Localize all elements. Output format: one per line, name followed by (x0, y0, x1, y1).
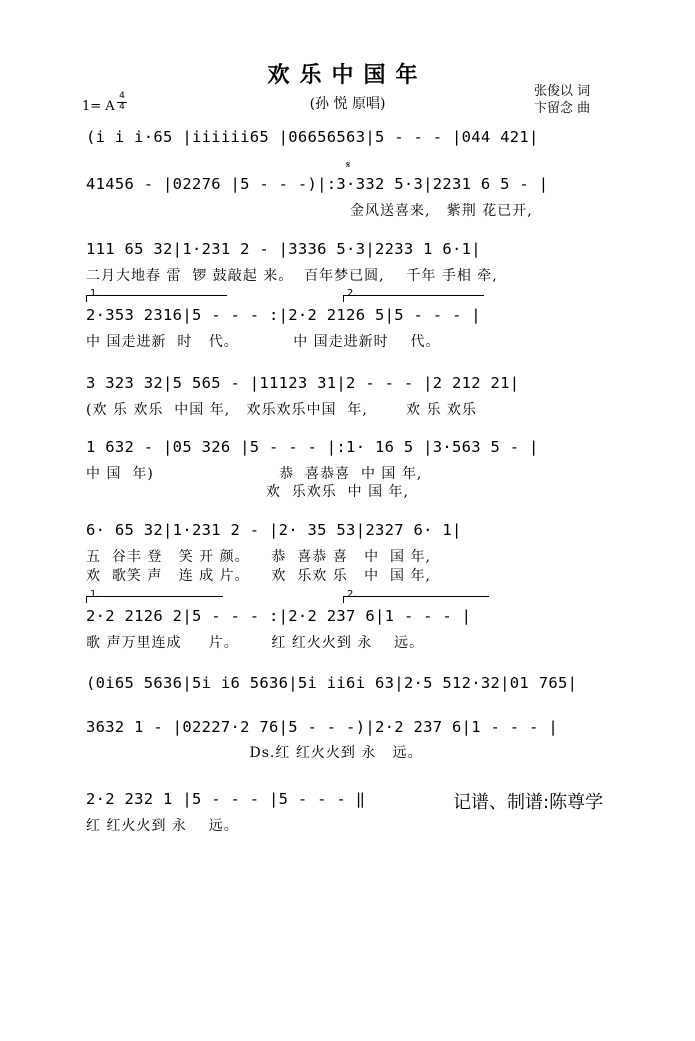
notation-line-4: 2·353 2316|5 - - - :|2·2 2126 5|5 - - - | (86, 306, 481, 324)
notation-line-3: 111 65 32|1·231 2 - |3336 5·3|2233 1 6·1| (86, 240, 481, 258)
volta-label-2: 2. (347, 288, 357, 299)
volta-bracket-3 (86, 596, 223, 603)
transcriber-credit: 记谱、制谱:陈尊学 (453, 792, 604, 813)
notation-line-2: 41456 - |02276 |5 - - -)|:3·332 5·3|2231 6 5 - | (86, 175, 549, 193)
lyrics-line-5: (欢 乐 欢乐 中国 年, 欢乐欢乐中国 年, 欢 乐 欢乐 (86, 402, 477, 418)
notation-line-10: 3632 1 - |02227·2 76|5 - - -)|2·2 237 6|1 - - - | (86, 718, 558, 736)
key-signature: 1= A (82, 99, 115, 114)
notation-line-6: 1 632 - |05 326 |5 - - - |:1· 16 5 |3·563 5 - | (86, 438, 539, 456)
lyrics-line-6b: 欢 乐欢乐 中 国 年, (86, 484, 410, 500)
lyrics-line-3: 二月大地春 雷 锣 鼓敲起 来。 百年梦已圆, 千年 手相 牵, (86, 268, 498, 284)
time-top: 4 (119, 91, 125, 101)
volta-bracket-4 (343, 596, 489, 603)
singer-credit: (孙 悦 原唱) (309, 96, 386, 112)
lyrics-line-4: 中 国走进新 时 代。 中 国走进新时 代。 (86, 334, 441, 350)
volta-bracket-1 (86, 295, 227, 302)
lyrics-line-7b: 欢 歌笑 声 连 成 片。 欢 乐欢 乐 中 国 年, (86, 568, 431, 584)
page-title: 欢乐中国年 (267, 62, 428, 88)
notation-line-5: 3 323 32|5 565 - |11123 31|2 - - - |2 212 21| (86, 374, 520, 392)
volta-label-4: 2. (347, 589, 357, 600)
composer-credit: 卞留念 曲 (534, 101, 591, 116)
lyrics-line-6a: 中 国 年) 恭 喜恭喜 中 国 年, (86, 466, 423, 482)
volta-label-3: 1. (90, 589, 100, 600)
lyricist-credit: 张俊以 词 (534, 84, 591, 99)
segno-icon: 𝄋 (346, 160, 351, 171)
volta-bracket-2 (343, 295, 484, 302)
volta-label-1: 1. (90, 288, 100, 299)
lyrics-line-10: Ds.红 红火火到 永 远。 (86, 745, 423, 761)
notation-line-7: 6· 65 32|1·231 2 - |2· 35 53|2327 6· 1| (86, 521, 462, 539)
lyrics-line-8: 歌 声万里连成 片。 红 红火火到 永 远。 (86, 635, 425, 651)
notation-line-1: (i i i·65 |iiiiii65 |06656563|5 - - - |044 421| (86, 128, 539, 146)
lyrics-line-7a: 五 谷丰 登 笑 开 颜。 恭 喜恭 喜 中 国 年, (86, 549, 431, 565)
notation-line-8: 2·2 2126 2|5 - - - :|2·2 237 6|1 - - - | (86, 607, 472, 625)
lyrics-line-2: 金风送喜来, 紫荆 花已开, (350, 203, 533, 219)
notation-line-11: 2·2 232 1 |5 - - - |5 - - - ‖ (86, 790, 366, 808)
time-bottom: 4 (117, 102, 127, 112)
notation-line-9: (0i65 5636|5i i6 5636|5i ii6i 63|2·5 512·32|01 765| (86, 674, 578, 692)
lyrics-line-11: 红 红火火到 永 远。 (86, 818, 239, 834)
